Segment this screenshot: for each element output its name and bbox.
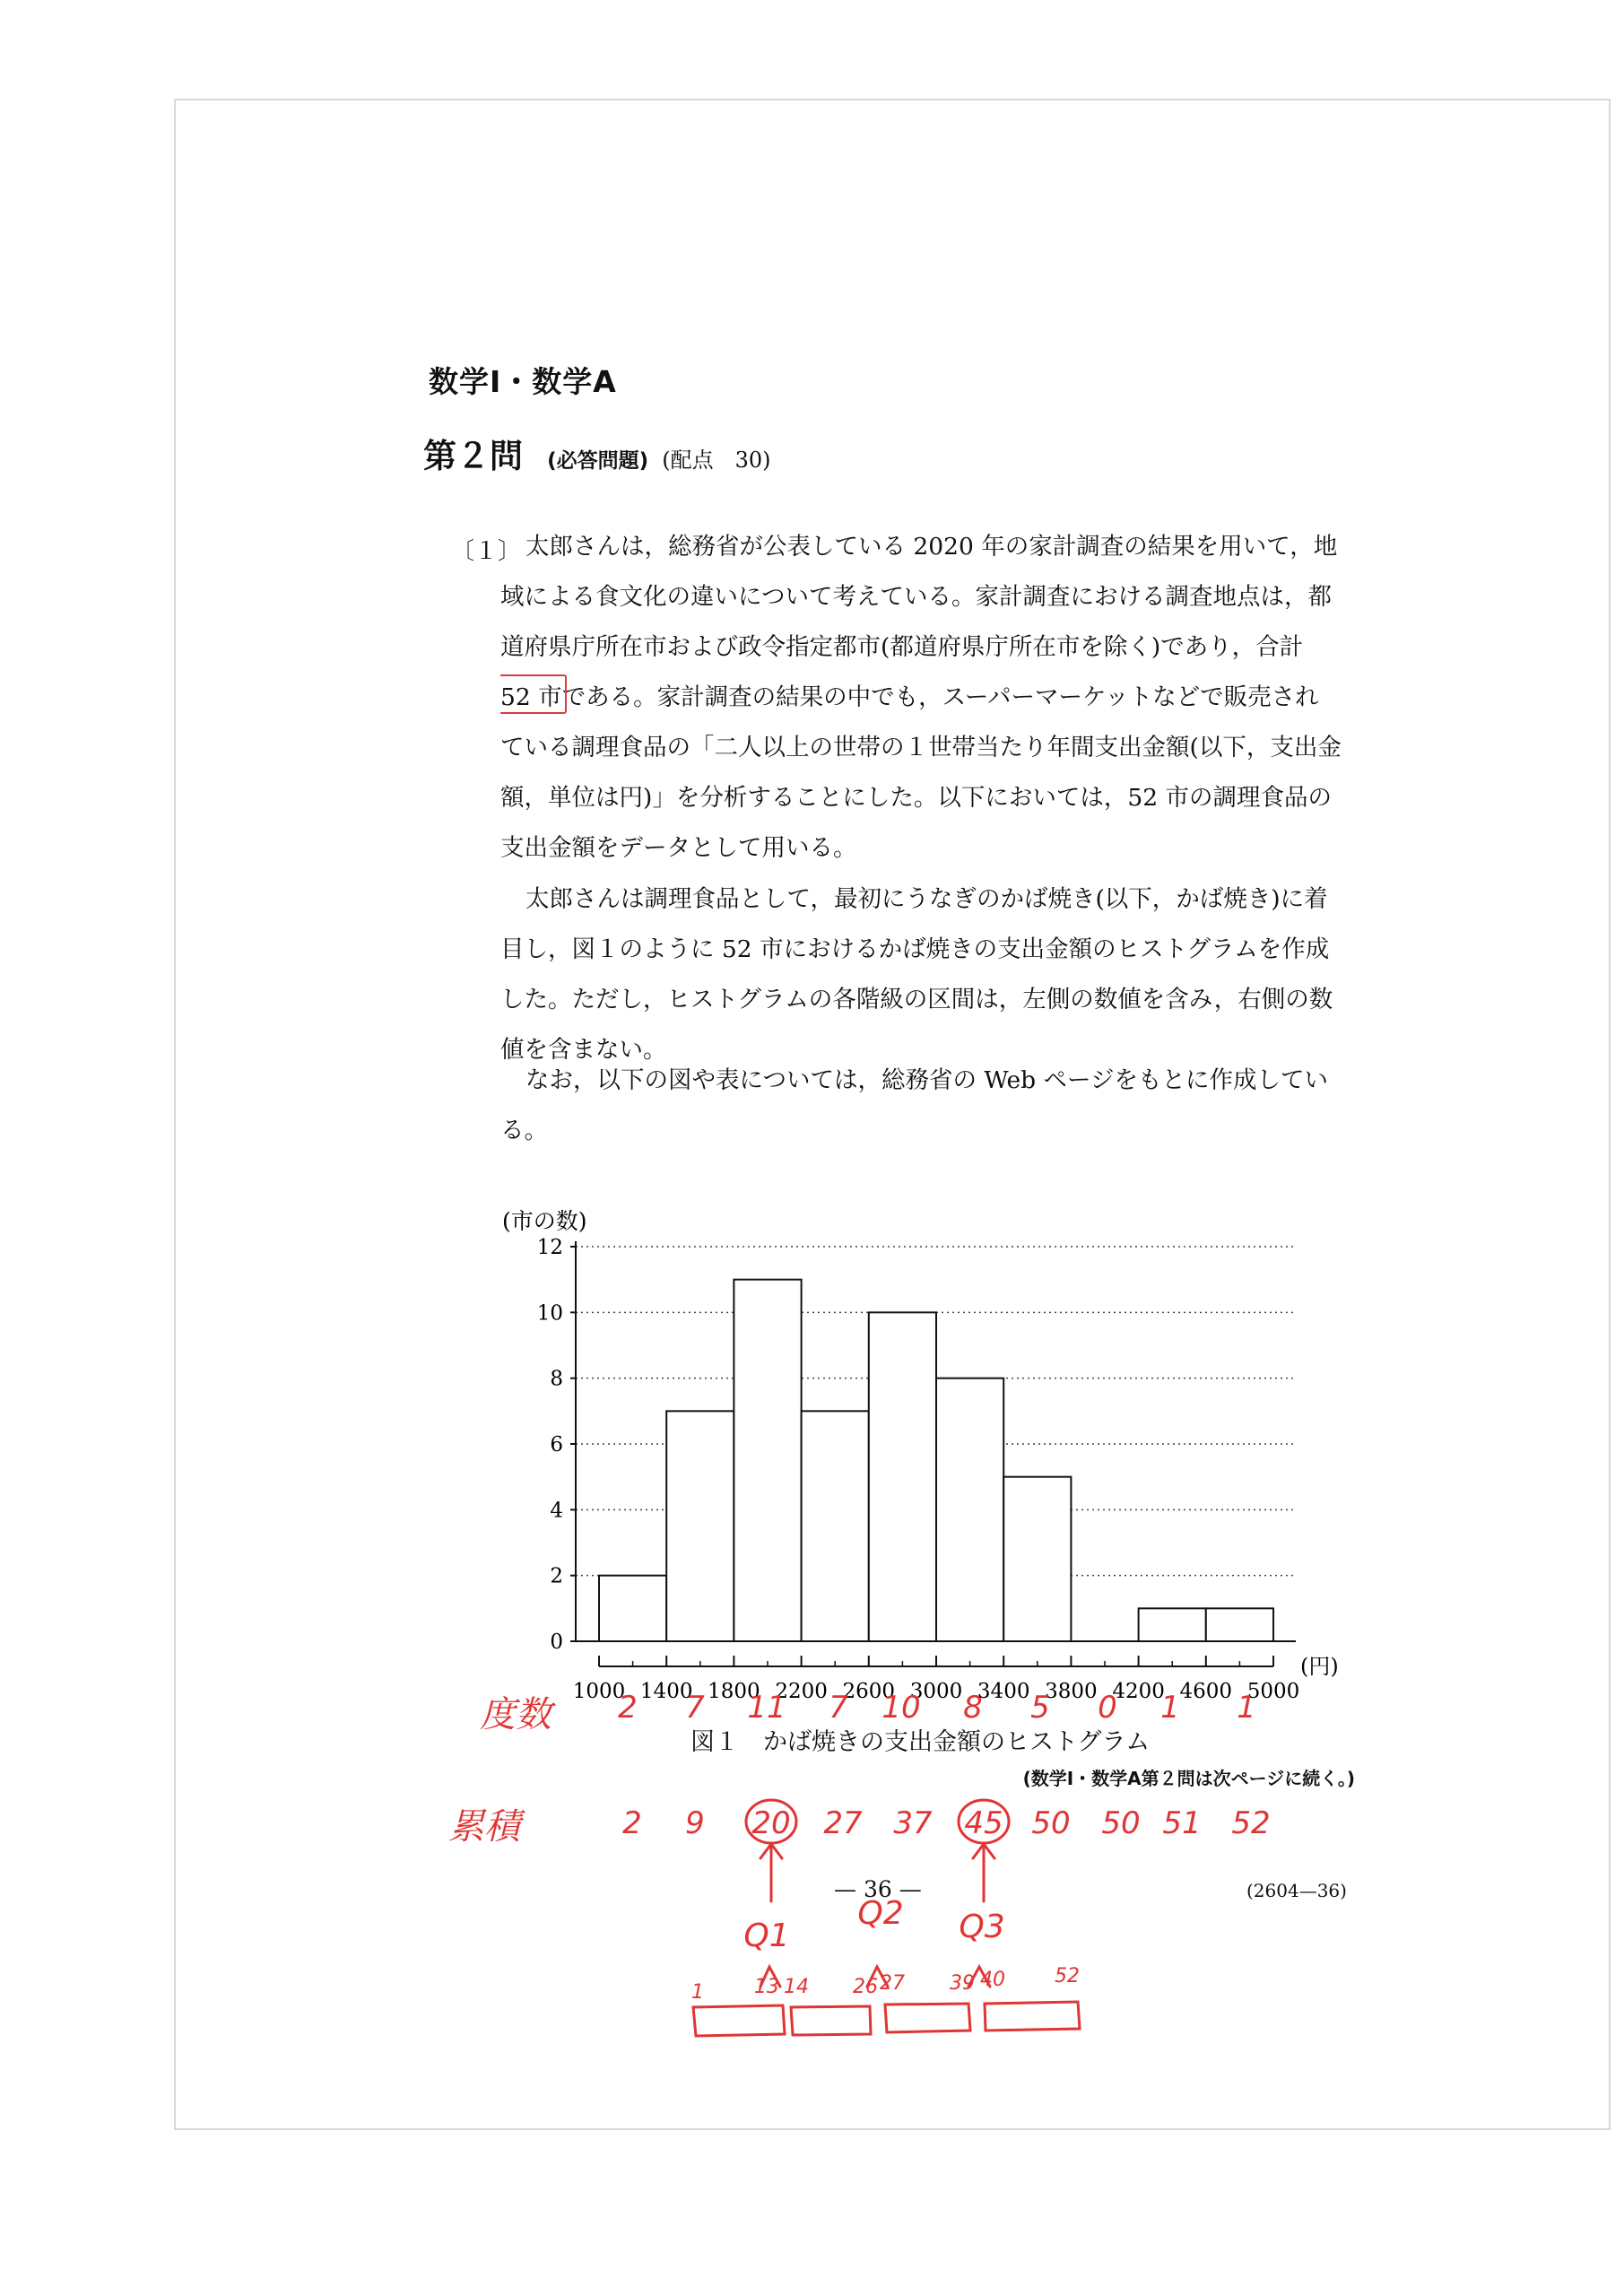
hw-freq-value: 11 [747,1690,786,1726]
y-tick-label: 6 [550,1433,563,1457]
y-tick-label: 2 [550,1564,563,1588]
bar [1139,1608,1206,1641]
text-line: 目し，図１のように 52 市におけるかば焼きの支出金額のヒストグラムを作成 [500,935,1330,963]
paragraph-1 [500,522,1343,874]
text-line: なお，以下の図や表については，総務省の Web ページをもとに作成してい [525,1066,1329,1094]
y-tick-label: 10 [536,1301,563,1326]
hw-cum-value: 20 [751,1805,791,1841]
bar [869,1312,936,1641]
y-tick-label: 12 [536,1236,563,1259]
text-line: る。 [500,1117,548,1144]
hw-freq-label: 度数 [480,1694,551,1735]
continue-note: (数学Ⅰ・数学A第２問は次ページに続く。) [1022,1768,1355,1789]
question-number: 第２問 [423,437,523,475]
x-tick-label: 2600 [842,1680,896,1703]
hw-freq-value: 7 [829,1690,848,1726]
y-tick-label: 8 [550,1367,563,1391]
hw-freq-value: 1 [1237,1690,1256,1726]
hw-freq-value: 2 [618,1690,638,1726]
hw-index-label: 26 [853,1976,878,1998]
subject-title: 数学Ⅰ・数学A [429,364,617,399]
hw-cum-value: 27 [823,1805,863,1841]
hw-cum-value: 45 [964,1805,1003,1841]
hw-index-label: 1 [691,1981,704,2004]
text-line: 支出金額をデータとして用いる。 [500,834,857,862]
x-tick-label: 5000 [1246,1680,1300,1703]
y-tick-label: 4 [550,1499,563,1523]
hw-freq-value: 8 [963,1690,983,1726]
y-tick-label: 0 [550,1631,563,1654]
x-tick-label: 4200 [1112,1680,1165,1703]
x-tick-label: 1400 [639,1680,693,1703]
hw-cum-value: 50 [1031,1805,1071,1841]
x-axis-label: (円) [1300,1654,1339,1679]
hw-freq-value: 7 [685,1690,705,1726]
paragraph-3 [500,1056,1343,1156]
hw-freq-value: 0 [1098,1690,1117,1726]
hw-index-label: 27 [880,1972,905,1995]
x-tick-label: 3400 [977,1680,1030,1703]
hw-q1: Q1 [743,1918,790,1954]
x-tick-label: 3000 [909,1680,963,1703]
text-line: 太郎さんは調理食品として，最初にうなぎのかば焼き(以下，かば焼き)に着 [525,885,1328,913]
hw-cum-value: 9 [685,1805,705,1841]
histogram-chart [484,1202,1345,1713]
hw-q3: Q3 [959,1909,1005,1945]
bar [599,1576,666,1641]
hw-index-label: 14 [784,1976,809,1998]
hw-freq-value: 1 [1160,1690,1180,1726]
hw-index-label: 13 [754,1976,779,1998]
text-line: 値を含まない。 [500,1036,667,1064]
hw-cum-value: 52 [1231,1805,1271,1841]
bar [1206,1608,1273,1641]
hw-index-label: 39 [950,1972,975,1995]
hw-cum-value: 37 [893,1805,933,1841]
bar [666,1411,734,1641]
hw-index-label: 40 [980,1969,1005,1991]
exam-code: (2604—36) [1246,1880,1347,1901]
text-line-highlighted-52: 52 市である。家計調査の結果の中でも，スーパーマーケットなどで販売され [500,673,1343,723]
question-points: (配点 30) [662,448,771,473]
hw-cum-value: 51 [1162,1805,1202,1841]
text-line: ている調理食品の「二人以上の世帯の１世帯当たり年間支出金額(以下，支出金 [500,734,1342,761]
hw-cum-label: 累積 [448,1806,520,1848]
x-tick-label: 4600 [1179,1680,1233,1703]
x-tick-label: 3800 [1045,1680,1098,1703]
figure-caption: 図１ かば焼きの支出金額のヒストグラム [690,1728,1151,1756]
hw-cum-value: 2 [622,1805,642,1841]
paragraph-2 [500,874,1343,1075]
question-heading [423,429,770,477]
text-line: した。ただし，ヒストグラムの各階級の区間は，左側の数値を含み，右側の数 [500,986,1333,1013]
section-label: 〔１〕 [451,538,522,565]
hw-freq-value: 10 [881,1690,921,1726]
page-number: — 36 — [834,1876,922,1902]
bar [936,1378,1003,1641]
question-tag: (必答問題) [547,449,649,473]
hw-q2: Q2 [857,1895,904,1932]
x-tick-label: 2200 [775,1680,828,1703]
bar [802,1411,869,1641]
hw-freq-value: 5 [1030,1690,1050,1726]
y-axis-label: (市の数) [502,1208,587,1234]
hw-index-label: 52 [1055,1965,1080,1987]
text-line: 額，単位は円)」を分析することにした。以下においては，52 市の調理食品の [500,784,1332,812]
x-tick-label: 1800 [708,1680,760,1703]
text-line: 太郎さんは，総務省が公表している 2020 年の家計調査の結果を用いて，地 [525,533,1338,561]
x-tick-label: 1000 [572,1680,626,1703]
text-line: 域による食文化の違いについて考えている。家計調査における調査地点は，都 [500,583,1332,611]
bar [1003,1477,1071,1641]
hw-cum-value: 50 [1101,1805,1141,1841]
bar [734,1280,801,1641]
text-line: 道府県庁所在市および政令指定都市(都道府県庁所在市を除く)であり，合計 [500,633,1304,661]
